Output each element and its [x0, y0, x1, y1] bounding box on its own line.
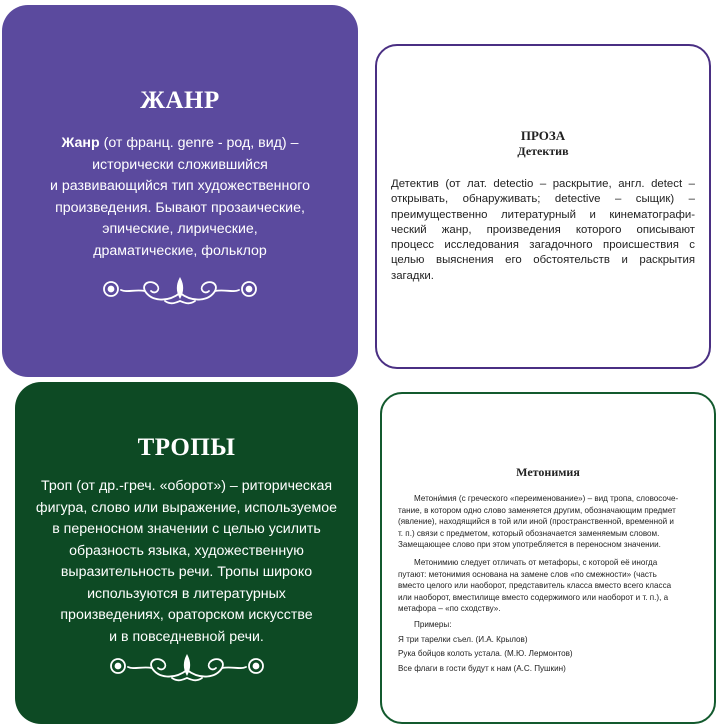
- metonymy-line: Метонимию следует отличать от метафоры, с которой её иногда: [414, 557, 658, 567]
- genre-line: эпические, лирические,: [102, 221, 258, 237]
- prose-line: целью выяснения его обстоятельств и раскрытия: [391, 254, 695, 267]
- metonymy-examples-label: Примеры:: [414, 619, 452, 629]
- tropes-line: и в повседневной речи.: [109, 628, 264, 645]
- metonymy-example: Я три тарелки съел. (И.А. Крылов): [398, 634, 528, 644]
- metonymy-line: вместо целого или наоборот, представитель класса вместо всего класса: [398, 581, 672, 591]
- metonymy-line: т. п.) связи с предметом, который обозначается заменяемым словом.: [398, 528, 660, 538]
- tropes-title: ТРОПЫ: [137, 434, 236, 461]
- prose-line: открывать, обнаруживать; detective – сыщик) –: [391, 193, 695, 206]
- genre-line: драматические, фольклор: [93, 242, 267, 259]
- tropes-line: произведениях, ораторском искусстве: [60, 607, 313, 623]
- metonymy-line: Метони́мия (с греческого «переименование») – вид тропа, словосоче-: [414, 494, 679, 503]
- prose-card: [375, 44, 711, 369]
- prose-line: ческий жанр, произведения которого описывают: [391, 223, 695, 236]
- metonymy-line: (явление), находящийся в той или иной (пространственной, временной и: [398, 517, 674, 527]
- genre-text: [12, 133, 348, 262]
- metonymy-example: Рука бойцов колоть устала. (М.Ю. Лермонтов): [398, 649, 573, 659]
- genre-card: [2, 5, 358, 377]
- metonymy-line: метафора – «по сходству».: [398, 604, 501, 614]
- genre-title: ЖАНР: [140, 87, 220, 114]
- genre-line: исторически сложившийся: [92, 156, 268, 173]
- metonymy-card: [380, 392, 716, 724]
- genre-line: произведения. Бывают прозаические,: [55, 199, 305, 216]
- prose-line: процесс исследования загадочного происшествия с: [391, 239, 695, 252]
- flourish-ornament-icon: [15, 650, 358, 684]
- tropes-line: Троп (от др.-греч. «оборот») – риторическая: [40, 478, 333, 494]
- tropes-line: выразительность речи. Тропы широко: [60, 564, 313, 580]
- tropes-line: образность языка, художественную: [69, 542, 304, 559]
- metonymy-text: [398, 493, 698, 674]
- tropes-line: в переносном значении с целью усилить: [52, 521, 321, 537]
- tropes-card: [15, 382, 358, 724]
- prose-subtitle: Детектив: [517, 144, 569, 158]
- prose-line: преимущественно литературный и кинематографи-: [391, 208, 695, 221]
- metonymy-title: Метонимия: [516, 465, 580, 479]
- prose-line: загадки.: [391, 269, 434, 282]
- tropes-line: используются в литературных: [87, 585, 286, 602]
- tropes-text: [25, 476, 348, 648]
- metonymy-line: тание, в котором одно слово заменяется другим, обозначающим предмет: [398, 505, 676, 515]
- metonymy-example: Все флаги в гости будут к нам (А.С. Пушкин): [398, 663, 566, 673]
- prose-text: [391, 177, 695, 284]
- metonymy-line: или наоборот, вместилище вместо содержимого или наоборот и т. п.), а: [398, 592, 669, 602]
- metonymy-line: Замещающее слово при этом употребляется в переносном значении.: [398, 540, 661, 550]
- prose-line: Детектив (от лат. detectio – раскрытие, англ. detect –: [391, 178, 695, 190]
- tropes-line: фигура, слово или выражение, используемое: [35, 499, 338, 516]
- flourish-ornament-icon: [2, 273, 358, 307]
- prose-title: ПРОЗА: [520, 128, 566, 143]
- genre-line: и развивающийся тип художественного: [50, 178, 310, 194]
- metonymy-line: путают: метонимия основана на замене слов «по смежности» (часть: [398, 569, 657, 579]
- genre-line: (от франц. genre - род, вид) –: [99, 135, 299, 151]
- genre-term: Жанр: [61, 135, 100, 151]
